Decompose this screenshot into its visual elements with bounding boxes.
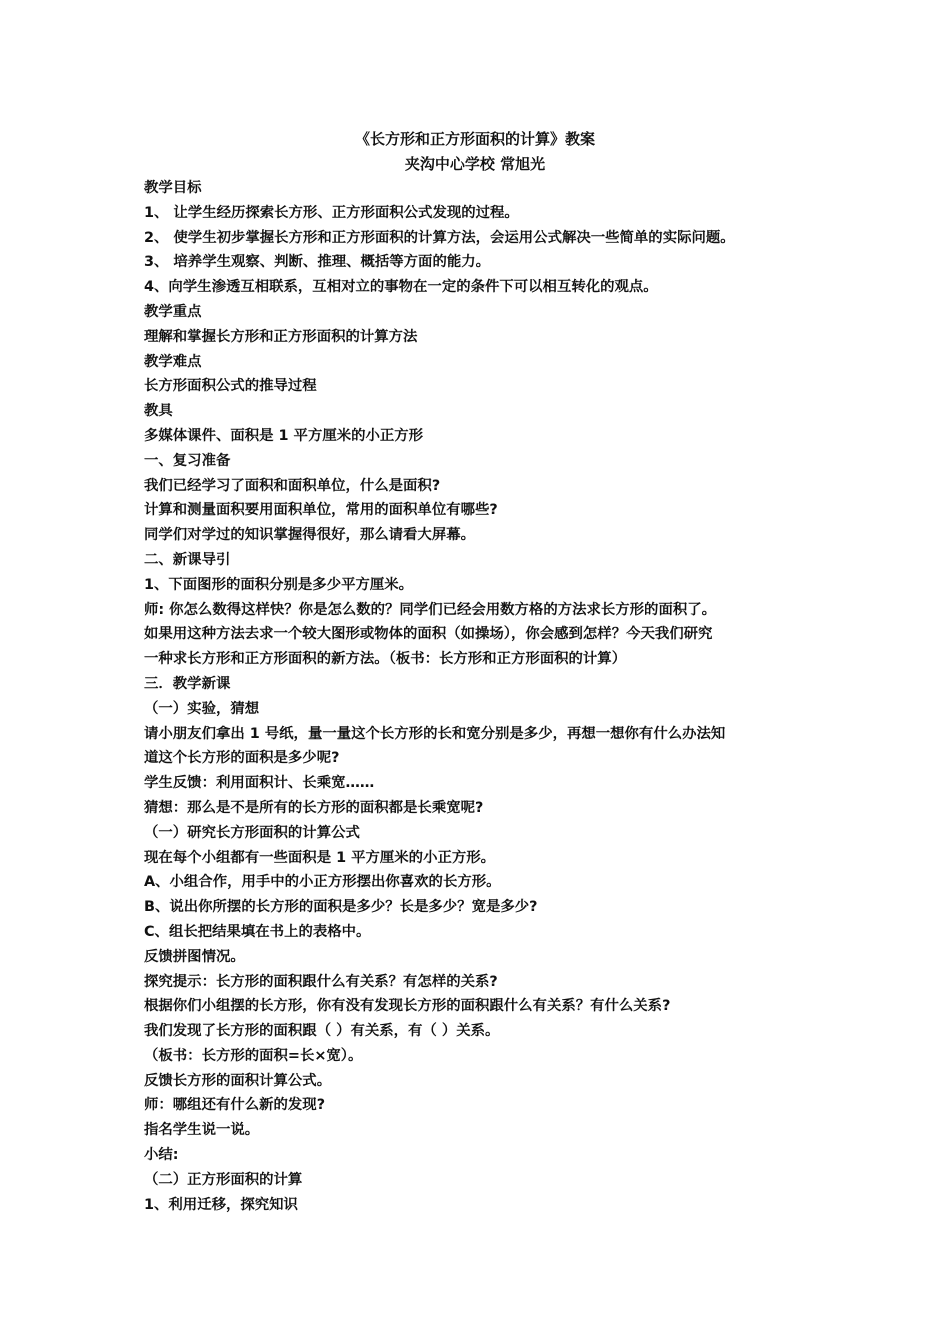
paragraph-line: 根据你们小组摆的长方形，你有没有发现长方形的面积跟什么有关系？有什么关系? [144, 998, 671, 1015]
paragraph-line: （板书：长方形的面积=长×宽）。 [144, 1047, 363, 1064]
section-heading: 三．教学新课 [144, 675, 231, 692]
paragraph-line: 多媒体课件、面积是 1 平方厘米的小正方形 [144, 427, 424, 444]
paragraph-line: 小结: [144, 1147, 179, 1164]
paragraph-line: 长方形面积公式的推导过程 [144, 378, 317, 395]
paragraph-line: 请小朋友们拿出 1 号纸，量一量这个长方形的长和宽分别是多少，再想一想你有什么办法知 [144, 725, 726, 742]
paragraph-line: 一种求长方形和正方形面积的新方法。（板书：长方形和正方形面积的计算） [144, 651, 627, 668]
paragraph-line: 猜想：那么是不是所有的长方形的面积都是长乘宽呢? [144, 799, 484, 816]
paragraph-line: A、小组合作，用手中的小正方形摆出你喜欢的长方形。 [144, 874, 501, 891]
section-heading: 教学难点 [144, 353, 202, 370]
paragraph-line: 理解和掌握长方形和正方形面积的计算方法 [144, 328, 418, 345]
paragraph-line: 1、 让学生经历探索长方形、正方形面积公式发现的过程。 [144, 204, 519, 221]
paragraph-line: 4、向学生渗透互相联系，互相对立的事物在一定的条件下可以相互转化的观点。 [144, 279, 658, 296]
paragraph-line: 1、下面图形的面积分别是多少平方厘米。 [144, 576, 414, 593]
paragraph-line: 3、 培养学生观察、判断、推理、概括等方面的能力。 [144, 254, 491, 271]
paragraph-line: 我们发现了长方形的面积跟（ ）有关系，有（ ）关系。 [144, 1023, 500, 1040]
subsection-heading: （二）正方形面积的计算 [144, 1171, 303, 1188]
paragraph-line: 2、 使学生初步掌握长方形和正方形面积的计算方法，会运用公式解决一些简单的实际问题。 [144, 229, 735, 246]
document-title: 《长方形和正方形面积的计算》教案 [354, 130, 595, 148]
paragraph-line: 师：哪组还有什么新的发现? [144, 1097, 326, 1114]
paragraph-line: 我们已经学习了面积和面积单位，什么是面积? [144, 477, 441, 494]
section-heading: 教具 [144, 403, 173, 420]
paragraph-line: 道这个长方形的面积是多少呢? [144, 750, 340, 767]
section-heading: 教学目标 [144, 180, 202, 196]
paragraph-line: 师: 你怎么数得这样快？你是怎么数的？同学们已经会用数方格的方法求长方形的面积了。 [144, 601, 717, 618]
subsection-heading: （一）研究长方形面积的计算公式 [144, 824, 360, 841]
paragraph-line: B、说出你所摆的长方形的面积是多少？长是多少？宽是多少? [144, 899, 538, 916]
paragraph-line: C、组长把结果填在书上的表格中。 [144, 923, 371, 940]
section-heading: 二、新课导引 [144, 551, 231, 568]
paragraph-line: 现在每个小组都有一些面积是 1 平方厘米的小正方形。 [144, 849, 496, 866]
paragraph-line: 学生反馈：利用面积计、长乘宽…… [144, 775, 375, 792]
paragraph-line: 反馈长方形的面积计算公式。 [144, 1072, 332, 1089]
paragraph-line: 反馈拼图情况。 [144, 948, 245, 965]
paragraph-line: 探究提示：长方形的面积跟什么有关系？有怎样的关系? [144, 973, 498, 990]
document-body [144, 176, 834, 1217]
paragraph-line: 1、利用迁移，探究知识 [144, 1196, 298, 1213]
paragraph-line: 如果用这种方法去求一个较大图形或物体的面积（如操场），你会感到怎样？今天我们研究 [144, 626, 713, 643]
section-heading: 一、复习准备 [144, 452, 231, 469]
section-heading: 教学重点 [144, 303, 202, 320]
subsection-heading: （一）实验，猜想 [144, 700, 260, 717]
paragraph-line: 计算和测量面积要用面积单位，常用的面积单位有哪些? [144, 502, 498, 519]
paragraph-line: 同学们对学过的知识掌握得很好，那么请看大屏幕。 [144, 527, 475, 544]
document-subtitle: 夹沟中心学校 常旭光 [404, 155, 546, 173]
paragraph-line: 指名学生说一说。 [144, 1122, 260, 1139]
